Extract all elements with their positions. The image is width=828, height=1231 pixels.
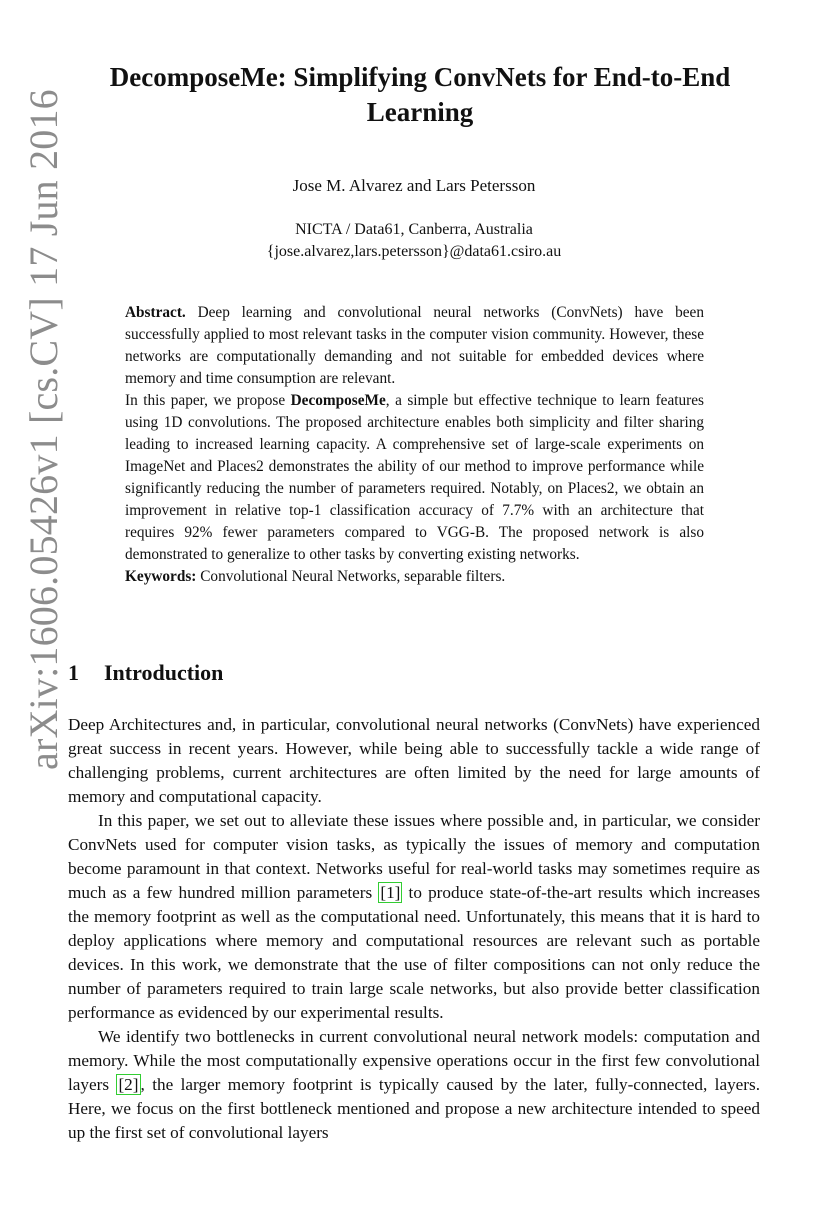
- introduction-body: [68, 713, 760, 1145]
- affiliation: NICTA / Data61, Canberra, Australia: [295, 221, 533, 238]
- title-line-1: DecomposeMe: Simplifying ConvNets for End-to-End: [109, 62, 731, 92]
- abstract-text-2a: In this paper, we propose: [125, 392, 291, 409]
- keywords-label: Keywords:: [125, 568, 197, 585]
- abstract: [125, 302, 704, 588]
- abstract-text-1: Deep learning and convolutional neural networks (ConvNets) have been successfully applied to most relevant tasks in the computer vision community. However, these networks are computationally demanding and not suitable for embedded devices where memory and time consumption are relevant.: [125, 304, 704, 387]
- section-heading: [68, 660, 223, 686]
- arxiv-identifier-stamp: arXiv:1606.05426v1 [cs.CV] 17 Jun 2016: [21, 89, 66, 770]
- intro-text-2b: to produce state-of-the-art results which increases the memory footprint as well as the computational need. Unfortunately, this means that it is hard to deploy applications where memory and computational resources are relevant such as portable devices. In this work, we demonstrate that the use of filter compositions can not only reduce the number of parameters required to train large scale networks, but also provide better classification performance as evidenced by our experimental results.: [68, 883, 761, 1022]
- title-line-2: Learning: [366, 97, 474, 127]
- section-title: Introduction: [104, 660, 224, 685]
- intro-text-3a: We identify two bottlenecks in current convolutional neural network models: computation and memory. While the most computationally expensive operations occur in the first few convolutional layers: [68, 1027, 760, 1094]
- keywords: [125, 566, 704, 588]
- abstract-paragraph-2: [125, 390, 704, 566]
- intro-paragraph-2: [68, 809, 760, 1025]
- abstract-paragraph-1: [125, 302, 704, 390]
- abstract-text-2b: , a simple but effective technique to learn features using 1D convolutions. The proposed architecture enables both simplicity and filter sharing leading to increased learning capacity. A comprehensive set of large-scale experiments on ImageNet and Places2 demonstrates the ability of our method to improve performance while significantly reducing the number of parameters required. Notably, on Places2, we obtain an improvement in relative top-1 classification accuracy of 7.7% with an architecture that requires 92% fewer parameters compared to VGG-B. The proposed network is also demonstrated to generalize to other tasks by converting existing networks.: [125, 392, 704, 563]
- citation-link-2[interactable]: [2]: [118, 1075, 139, 1094]
- intro-paragraph-1: Deep Architectures and, in particular, convolutional neural networks (ConvNets) have experienced great success in recent years. However, while being able to successfully tackle a wide range of challenging problems, current architectures are often limited by the need for large amounts of memory and computational capacity.: [68, 715, 760, 806]
- intro-paragraph-3: [68, 1025, 760, 1145]
- keywords-text: Convolutional Neural Networks, separable filters.: [196, 568, 506, 585]
- email: {jose.alvarez,lars.petersson}@data61.csiro.au: [266, 243, 562, 260]
- authors: Jose M. Alvarez and Lars Petersson: [292, 176, 536, 195]
- citation-link-1[interactable]: [1]: [380, 883, 401, 902]
- paper-title: [60, 60, 780, 130]
- affiliation-block: [0, 219, 828, 263]
- intro-text-3b: , the larger memory footprint is typically caused by the later, fully-connected, layers. Here, we focus on the first bottleneck mentioned and propose a new architecture intended to speed up the first set of convolutional layers: [68, 1075, 761, 1142]
- intro-text-2a: In this paper, we set out to alleviate these issues where possible and, in particular, we consider ConvNets used for computer vision tasks, as typically the issues of memory and computation become paramount in that context. Networks useful for real-world tasks may sometimes require as much as a few hundred million parameters: [68, 811, 760, 902]
- abstract-label: Abstract.: [125, 304, 186, 321]
- method-name: DecomposeMe: [290, 392, 386, 409]
- section-number: 1: [68, 660, 79, 685]
